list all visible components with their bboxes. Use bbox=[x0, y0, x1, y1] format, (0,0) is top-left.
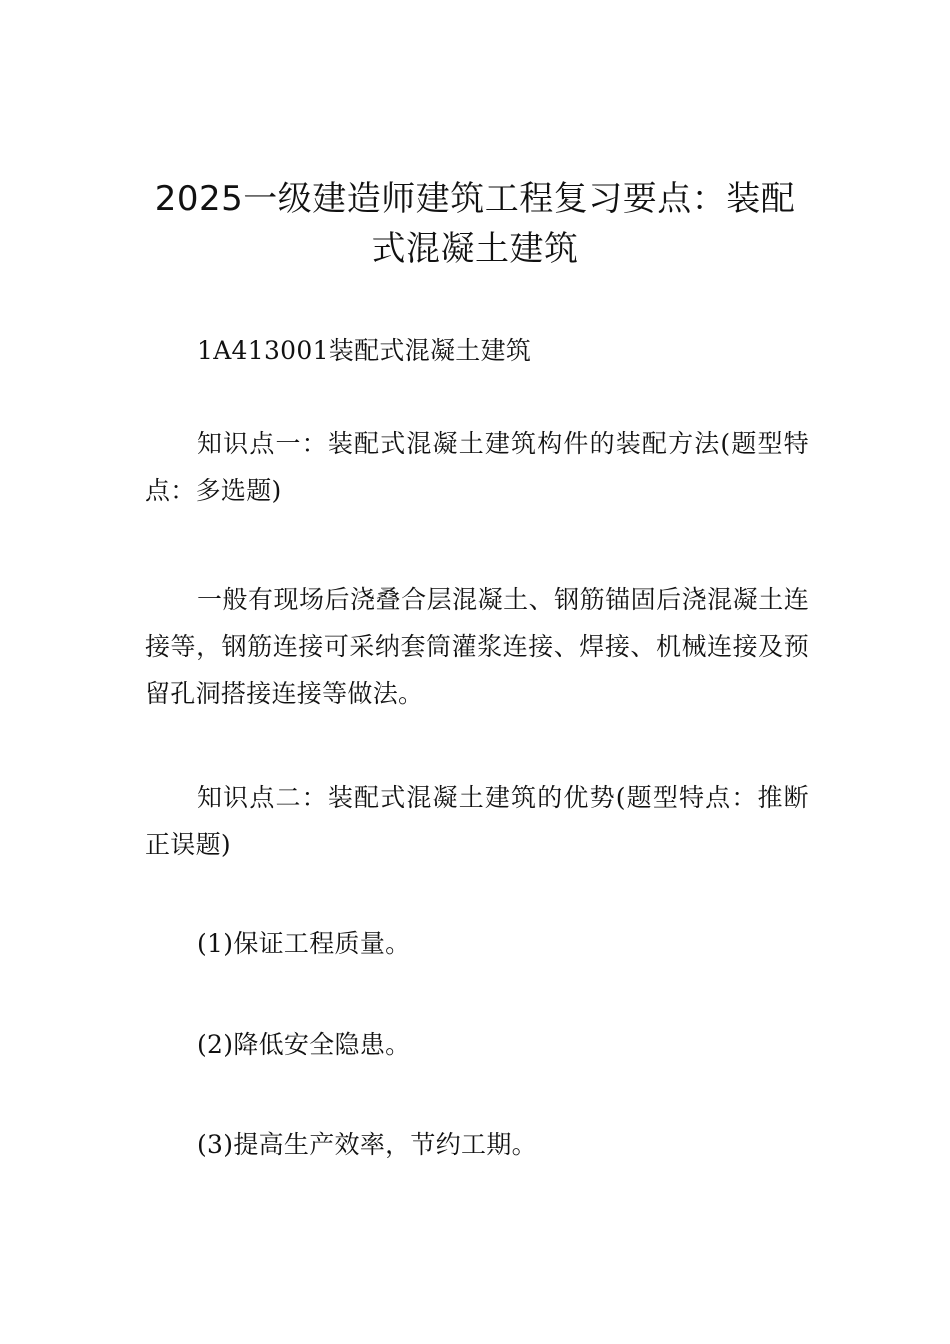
section-code-paragraph: 1A413001装配式混凝土建筑 bbox=[197, 336, 532, 365]
assembly-method-paragraph: 一般有现场后浇叠合层混凝土、钢筋锚固后浇混凝土连接等，钢筋连接可采纳套筒灌浆连接、焊接、机械连接及预留孔洞搭接连接等做法。 bbox=[145, 585, 809, 708]
knowledge-point-2-heading: 知识点二：装配式混凝土建筑的优势(题型特点：推断正误题) bbox=[145, 783, 809, 859]
advantage-item-3: (3)提高生产效率，节约工期。 bbox=[197, 1130, 537, 1159]
document-title: 2025一级建造师建筑工程复习要点：装配式混凝土建筑 bbox=[154, 179, 796, 269]
advantage-item-2: (2)降低安全隐患。 bbox=[197, 1030, 411, 1059]
advantage-item-1: (1)保证工程质量。 bbox=[197, 929, 411, 958]
knowledge-point-1-heading: 知识点一：装配式混凝土建筑构件的装配方法(题型特点：多选题) bbox=[145, 429, 809, 505]
